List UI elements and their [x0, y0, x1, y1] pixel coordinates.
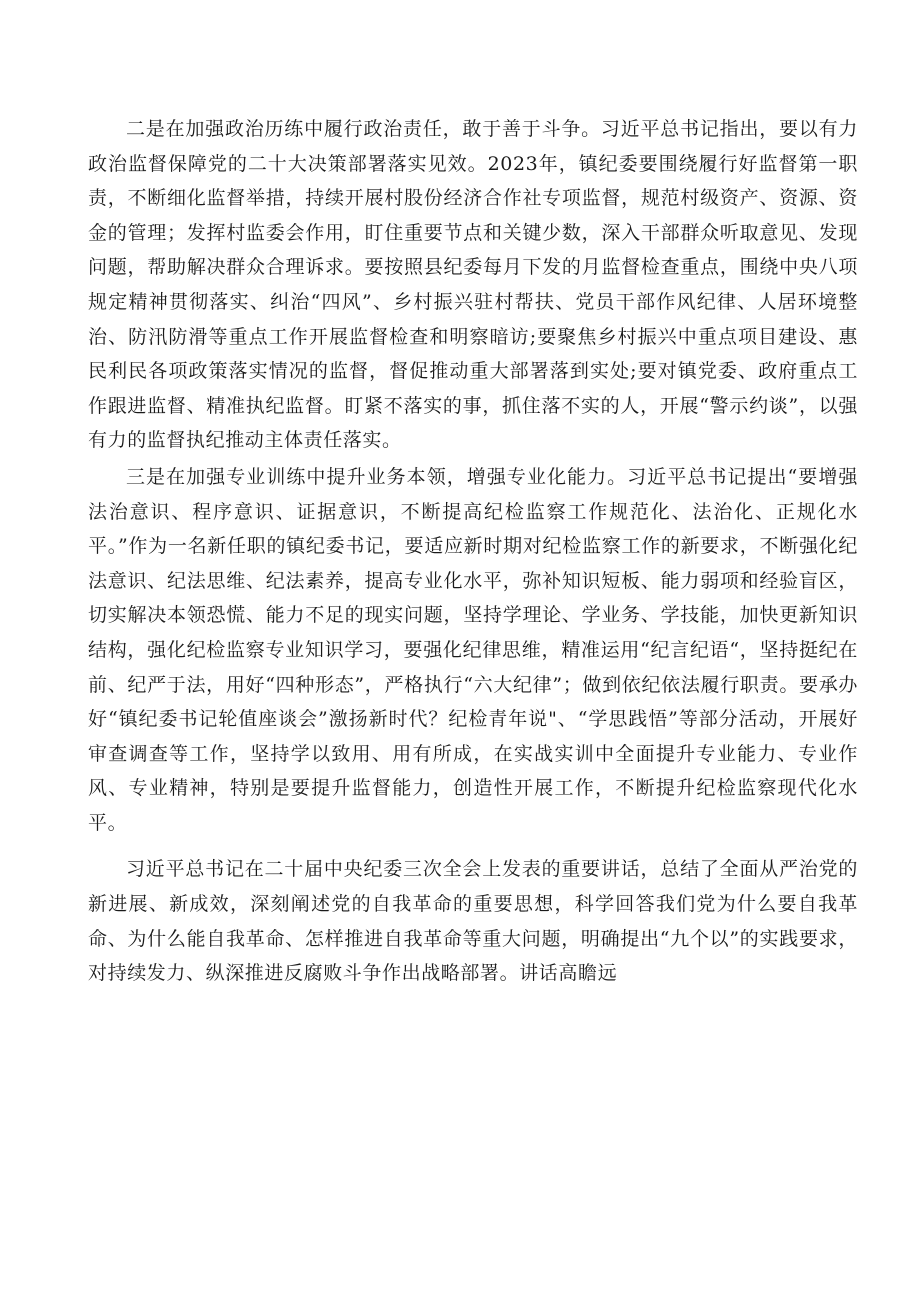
- document-body: [88, 112, 858, 991]
- paragraph-central-commission-speech: 习近平总书记在二十届中央纪委三次全会上发表的重要讲话，总结了全面从严治党的新进展、新成效，深刻阐述党的自我革命的重要思想，科学回答我们党为什么要自我革命、为什么能自我革命、怎样推进自我革命等重大问题，明确提出“九个以”的实践要求，对持续发力、纵深推进反腐败斗争作出战略部署。讲话高瞻远: [88, 858, 858, 985]
- paragraph-political-responsibility: 二是在加强政治历练中履行政治责任，敢于善于斗争。习近平总书记指出，要以有力政治监督保障党的二十大决策部署落实见效。2023年，镇纪委要围绕履行好监督第一职责，不断细化监督举措，持续开展村股份经济合作社专项监督，规范村级资产、资源、资金的管理；发挥村监委会作用，盯住重要节点和关键少数，深入干部群众听取意见、发现问题，帮助解决群众合理诉求。要按照县纪委每月下发的月监督检查重点，围绕中央八项规定精神贯彻落实、纠治“四风”、乡村振兴驻村帮扶、党员干部作风纪律、人居环境整治、防汛防滑等重点工作开展监督检查和明察暗访;要聚焦乡村振兴中重点项目建设、惠民利民各项政策落实情况的监督，督促推动重大部署落到实处;要对镇党委、政府重点工作跟进监督、精准执纪监督。盯紧不落实的事，抓住落不实的人，开展“警示约谈”，以强有力的监督执纪推动主体责任落实。: [88, 118, 858, 452]
- paragraph-professional-training: 三是在加强专业训练中提升业务本领，增强专业化能力。习近平总书记提出“要增强法治意识、程序意识、证据意识，不断提高纪检监察工作规范化、法治化、正规化水平。”作为一名新任职的镇纪委书记，要适应新时期对纪检监察工作的新要求，不断强化纪法意识、纪法思维、纪法素养，提高专业化水平，弥补知识短板、能力弱项和经验盲区，切实解决本领恐慌、能力不足的现实问题，坚持学理论、学业务、学技能，加快更新知识结构，强化纪检监察专业知识学习，要强化纪律思维，精准运用“纪言纪语“，坚持挺纪在前、纪严于法，用好“四种形态”，严格执行“六大纪律”；做到依纪依法履行职责。要承办好“镇纪委书记轮值座谈会”激扬新时代？纪检青年说"、“学思践悟”等部分活动，开展好审查调查等工作，坚持学以致用、用有所成，在实战实训中全面提升专业能力、专业作风、专业精神，特别是要提升监督能力，创造性开展工作，不断提升纪检监察现代化水平。: [88, 465, 858, 834]
